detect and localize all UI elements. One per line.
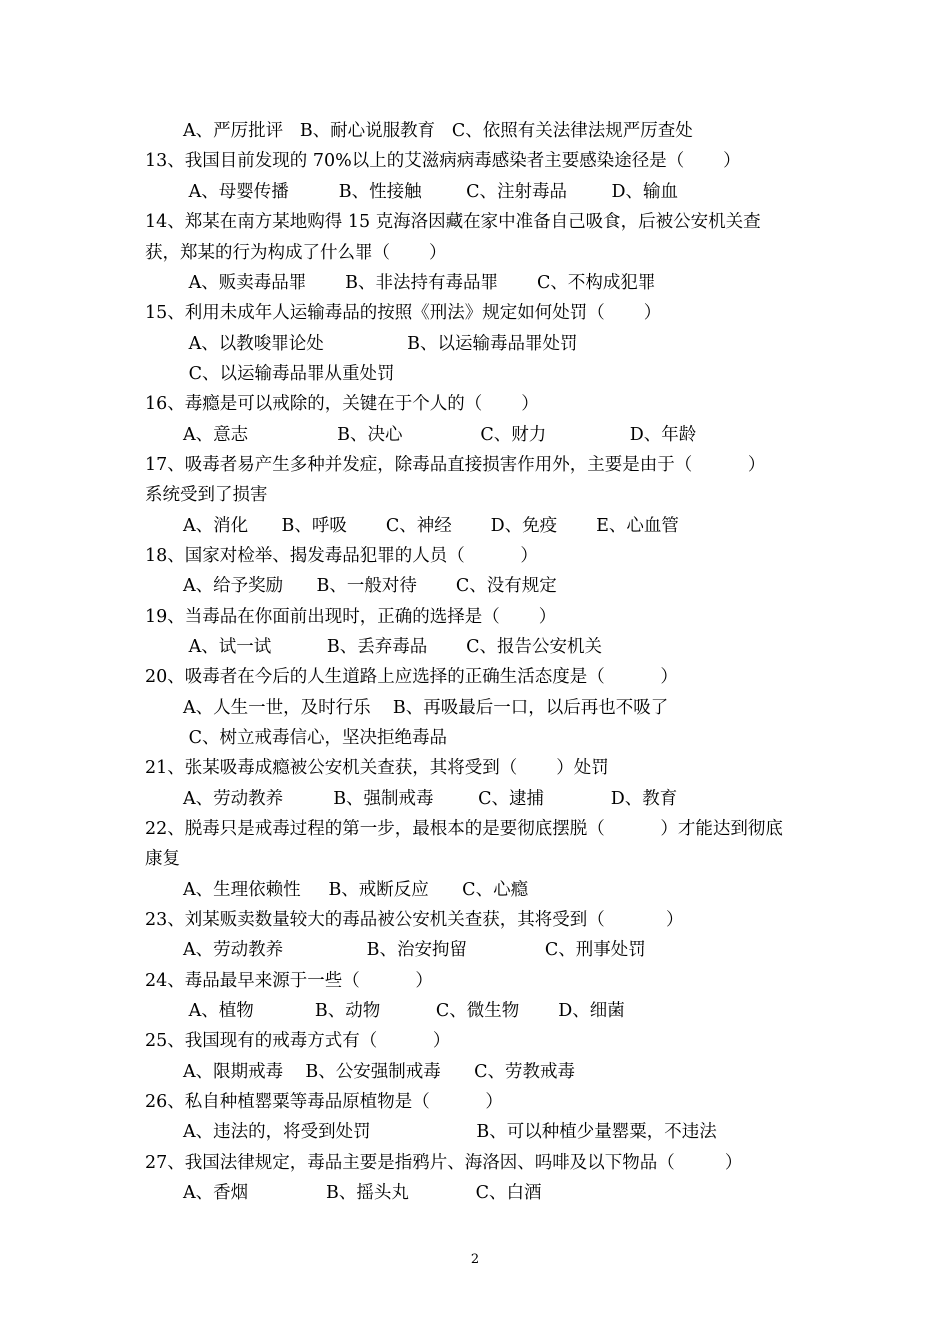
options-23: A、劳动教养 B、治安拘留 C、刑事处罚 xyxy=(183,940,646,960)
options-27: A、香烟 B、摇头丸 C、白酒 xyxy=(183,1183,542,1203)
question-26: 26、私自种植罂粟等毒品原植物是（ ） xyxy=(145,1092,503,1112)
question-16: 16、毒瘾是可以戒除的，关键在于个人的（ ） xyxy=(145,394,539,414)
page-number: 2 xyxy=(470,1252,480,1267)
options-20-cont: C、树立戒毒信心，坚决拒绝毒品 xyxy=(183,728,447,748)
options-25: A、限期戒毒 B、公安强制戒毒 C、劳教戒毒 xyxy=(183,1062,576,1082)
question-19: 19、当毒品在你面前出现时，正确的选择是（ ） xyxy=(145,607,557,627)
question-18: 18、国家对检举、揭发毒品犯罪的人员（ ） xyxy=(145,546,538,566)
text-line: A、严厉批评 B、耐心说服教育 C、依照有关法律法规严厉查处 xyxy=(183,121,693,141)
options-15: A、以教唆罪论处 B、以运输毒品罪处罚 xyxy=(183,334,578,354)
question-17-cont: 系统受到了损害 xyxy=(145,485,268,505)
question-23: 23、刘某贩卖数量较大的毒品被公安机关查获，其将受到（ ） xyxy=(145,910,684,930)
question-17: 17、吸毒者易产生多种并发症，除毒品直接损害作用外，主要是由于（ ） xyxy=(145,455,766,475)
options-16: A、意志 B、决心 C、财力 D、年龄 xyxy=(183,425,697,445)
question-24: 24、毒品最早来源于一些（ ） xyxy=(145,971,433,991)
options-20: A、人生一世，及时行乐 B、再吸最后一口，以后再也不吸了 xyxy=(183,698,669,718)
options-14: A、贩卖毒品罪 B、非法持有毒品罪 C、不构成犯罪 xyxy=(183,273,656,293)
options-26: A、违法的，将受到处罚 B、可以种植少量罂粟，不违法 xyxy=(183,1122,717,1142)
question-25: 25、我国现有的戒毒方式有（ ） xyxy=(145,1031,451,1051)
options-13: A、母婴传播 B、性接触 C、注射毒品 D、输血 xyxy=(183,182,679,202)
question-21: 21、张某吸毒成瘾被公安机关查获，其将受到（ ）处罚 xyxy=(145,758,609,778)
question-20: 20、吸毒者在今后的人生道路上应选择的正确生活态度是（ ） xyxy=(145,667,678,687)
options-19: A、试一试 B、丢弃毒品 C、报告公安机关 xyxy=(183,637,603,657)
question-22: 22、脱毒只是戒毒过程的第一步，最根本的是要彻底摆脱（ ）才能达到彻底 xyxy=(145,819,783,839)
question-14: 14、郑某在南方某地购得 15 克海洛因藏在家中准备自己吸食，后被公安机关查 xyxy=(145,212,761,232)
options-18: A、给予奖励 B、一般对待 C、没有规定 xyxy=(183,576,557,596)
question-13: 13、我国目前发现的 70%以上的艾滋病病毒感染者主要感染途径是（ ） xyxy=(145,151,741,171)
question-27: 27、我国法律规定，毒品主要是指鸦片、海洛因、吗啡及以下物品（ ） xyxy=(145,1153,743,1173)
options-22: A、生理依赖性 B、戒断反应 C、心瘾 xyxy=(183,880,529,900)
question-22-cont: 康复 xyxy=(145,849,180,869)
options-17: A、消化 B、呼吸 C、神经 D、免疫 E、心血管 xyxy=(183,516,679,536)
options-15-cont: C、以运输毒品罪从重处罚 xyxy=(183,364,395,384)
options-21: A、劳动教养 B、强制戒毒 C、逮捕 D、教育 xyxy=(183,789,678,809)
question-15: 15、利用未成年人运输毒品的按照《刑法》规定如何处罚（ ） xyxy=(145,303,662,323)
options-24: A、植物 B、动物 C、微生物 D、细菌 xyxy=(183,1001,625,1021)
question-14-cont: 获，郑某的行为构成了什么罪（ ） xyxy=(145,243,447,263)
